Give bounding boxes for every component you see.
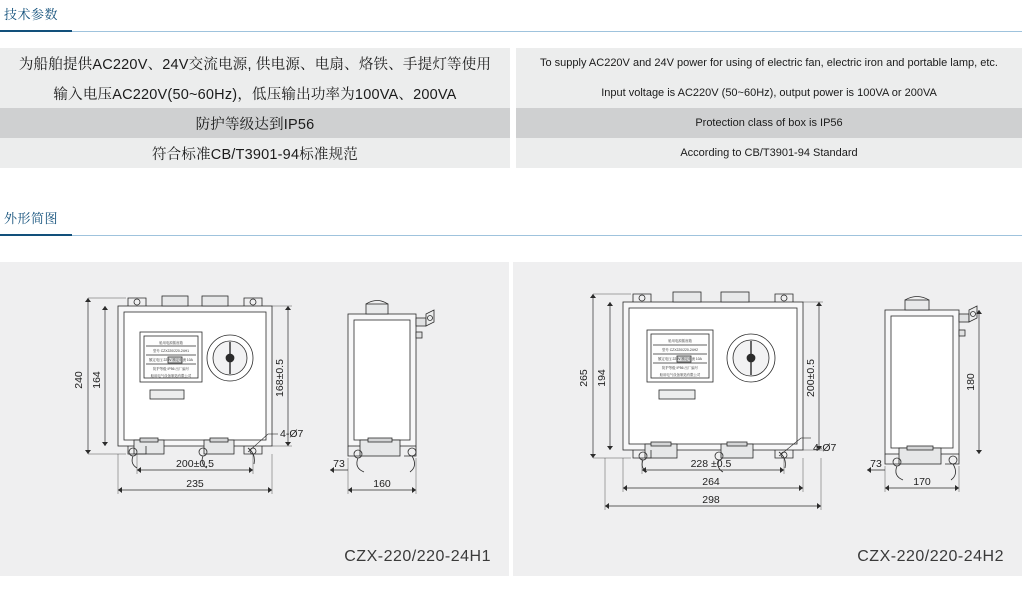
dim-h2-width-outer: 298	[702, 494, 720, 506]
dim-h2-height-inner: 194	[596, 369, 608, 387]
nameplate-line: 防护等级 IP56 出厂编号	[153, 367, 189, 371]
dim-h2-height-right: 200±0.5	[805, 359, 817, 397]
table-row: 为船舶提供AC220V、24V交流电源, 供电源、电扇、烙铁、手提灯等使用	[0, 48, 510, 78]
section-title-parameters: 技术参数	[4, 7, 59, 22]
drawing-panel-h1	[0, 262, 509, 576]
table-row: 防护等级达到IP56	[0, 108, 510, 138]
table-row: 符合标准CB/T3901-94标准规范	[0, 138, 510, 168]
nameplate-line: 船用电源插座箱	[159, 341, 183, 345]
nameplate-line: 型号 CZX220/220-24H2	[662, 348, 698, 352]
dim-h1-height-right: 168±0.5	[274, 359, 286, 397]
section-rule-accent	[0, 234, 72, 236]
dim-h1-width-inner: 200±0.5	[176, 458, 214, 470]
dim-h2-width-mid: 264	[702, 476, 720, 488]
outline-drawings	[0, 262, 1022, 576]
table-row: Input voltage is AC220V (50~60Hz), output power is 100VA or 200VA	[516, 78, 1022, 108]
section-rule-accent	[0, 30, 72, 32]
dim-h2-height-outer: 265	[578, 369, 590, 387]
nameplate-line: 船用电气设备制造有限公司	[659, 373, 701, 377]
dim-h1-height-outer: 240	[73, 371, 85, 389]
nameplate-line: 船用电源插座箱	[668, 339, 692, 343]
dim-h2-side-left: 73	[870, 458, 882, 470]
parameter-table	[0, 48, 1022, 168]
nameplate-line: 额定电压 220V 额定电流 10A	[658, 357, 702, 361]
dim-h2-hole-note: 4-Ø7	[813, 442, 837, 454]
dim-h2-side-width: 170	[913, 476, 931, 488]
nameplate-line: 额定电压 220V 额定电流 10A	[149, 358, 193, 362]
dim-h1-side-left: 73	[333, 458, 345, 470]
section-title-outline: 外形简图	[4, 211, 59, 226]
section-rule	[0, 31, 1022, 32]
nameplate-line: 防护等级 IP56 出厂编号	[662, 366, 698, 370]
section-heading-parameters	[0, 6, 1022, 32]
drawing-caption-h1: CZX-220/220-24H1	[344, 548, 491, 565]
drawing-svg-h2	[513, 262, 1022, 576]
nameplate-line: 型号 CZX220/220-24H1	[153, 349, 189, 353]
table-row: According to CB/T3901-94 Standard	[516, 138, 1022, 168]
dim-h2-side-height: 180	[965, 373, 977, 391]
table-row: 输入电压AC220V(50~60Hz)，低压输出功率为100VA、200VA	[0, 78, 510, 108]
table-row: To supply AC220V and 24V power for using of electric fan, electric iron and portable lamp, etc.	[516, 48, 1022, 78]
section-rule	[0, 235, 1022, 236]
drawing-caption-h2: CZX-220/220-24H2	[857, 548, 1004, 565]
dim-h1-hole-note: 4-Ø7	[280, 428, 304, 440]
section-heading-outline	[0, 210, 1022, 236]
dim-h1-side-width: 160	[373, 478, 391, 490]
drawing-svg-h1	[0, 262, 509, 576]
dim-h1-height-inner: 164	[91, 371, 103, 389]
dim-h2-width-inner: 228 ±0.5	[690, 458, 732, 470]
nameplate-line: 船用电气设备制造有限公司	[150, 374, 192, 378]
table-row: Protection class of box is IP56	[516, 108, 1022, 138]
parameter-column-chinese	[0, 48, 510, 168]
drawing-panel-h2	[513, 262, 1022, 576]
dim-h1-width-outer: 235	[186, 478, 204, 490]
parameter-column-english	[516, 48, 1022, 168]
